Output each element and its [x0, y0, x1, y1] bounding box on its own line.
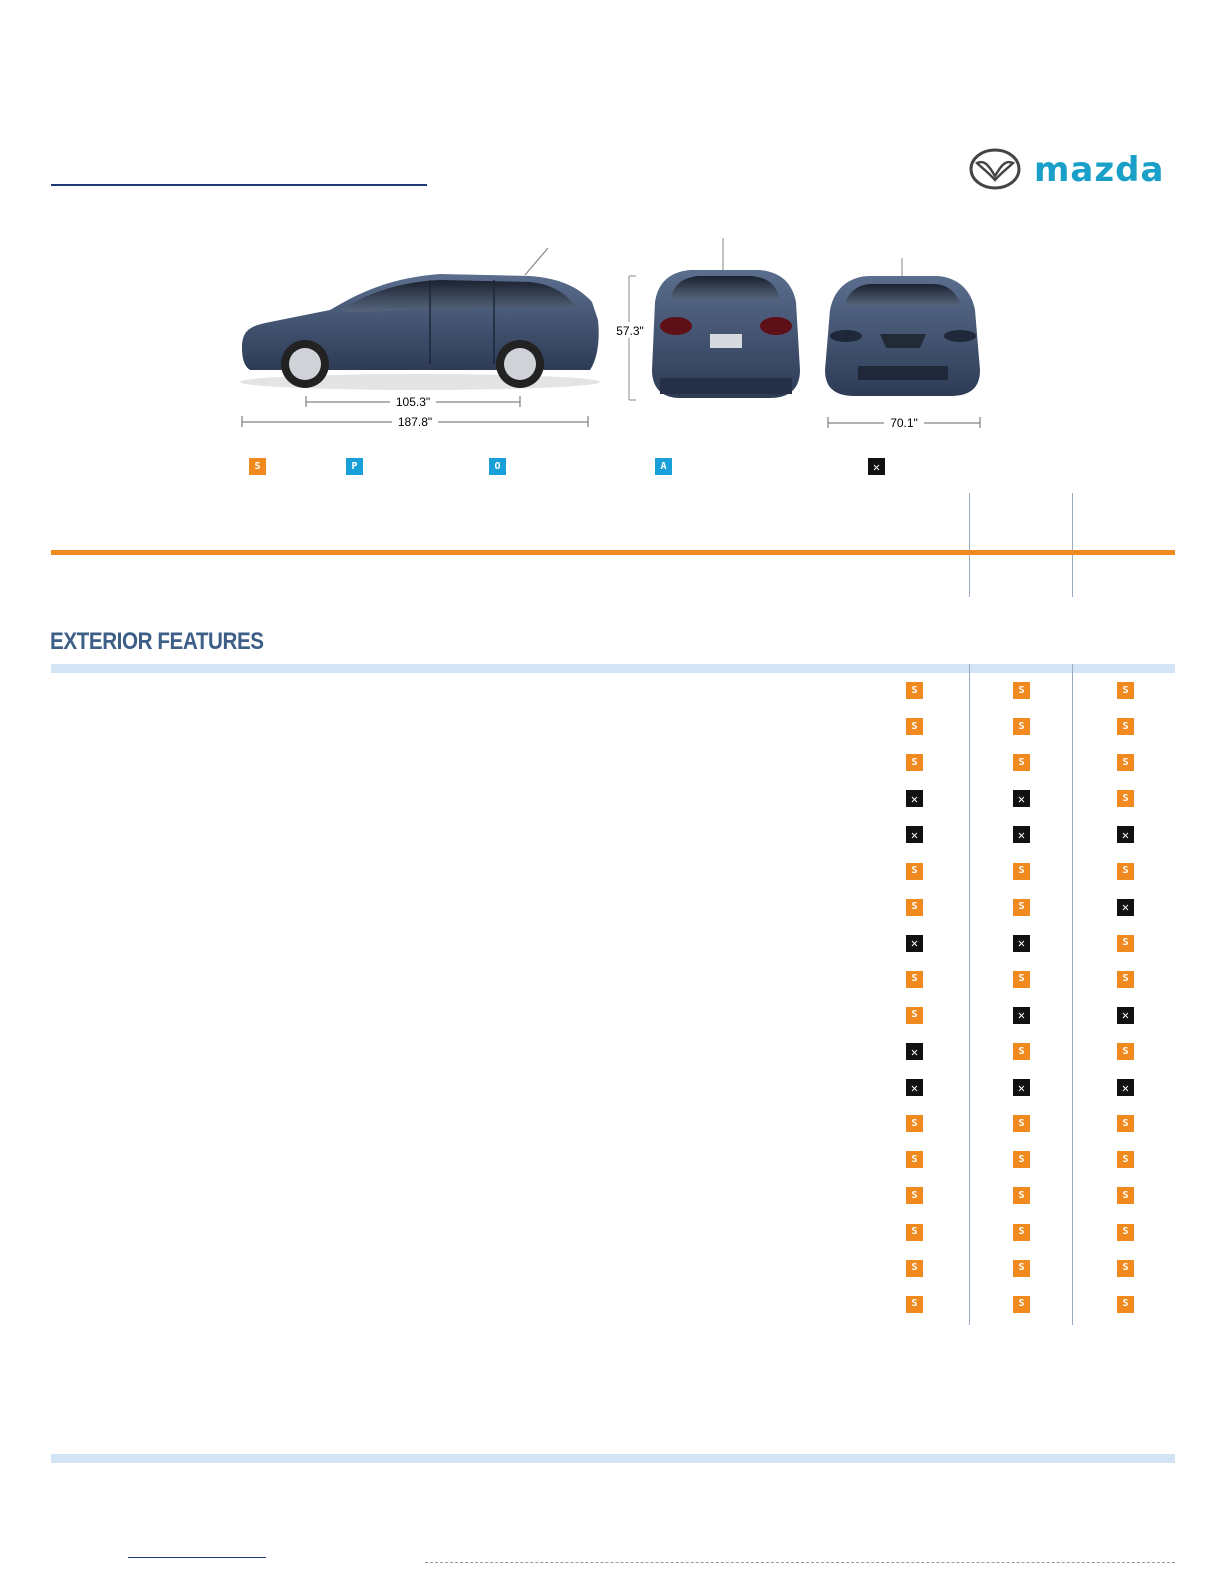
standard-badge: S — [1013, 899, 1030, 916]
svg-text:mazda: mazda — [1034, 150, 1165, 190]
table-row — [51, 1106, 1175, 1142]
standard-badge: S — [1117, 1115, 1134, 1132]
standard-badge: S — [1013, 1151, 1030, 1168]
standard-badge: S — [906, 899, 923, 916]
standard-badge: S — [1013, 1115, 1030, 1132]
standard-badge: S — [1117, 754, 1134, 771]
standard-badge: S — [906, 718, 923, 735]
standard-badge: S — [1117, 1151, 1134, 1168]
standard-badge: S — [906, 1115, 923, 1132]
table-row — [51, 1251, 1175, 1287]
legend-accessory-badge: A — [655, 458, 672, 475]
not-available-badge: ✕ — [906, 1043, 923, 1060]
vehicle-dimension-diagram — [230, 230, 1010, 440]
standard-badge: S — [906, 971, 923, 988]
not-available-badge: ✕ — [1013, 1079, 1030, 1096]
not-available-badge: ✕ — [906, 790, 923, 807]
section-band — [51, 664, 1175, 673]
standard-badge: S — [906, 1151, 923, 1168]
table-row — [51, 998, 1175, 1034]
standard-badge: S — [906, 1296, 923, 1313]
standard-badge: S — [1013, 1224, 1030, 1241]
not-available-badge: ✕ — [1117, 826, 1134, 843]
standard-badge: S — [1013, 754, 1030, 771]
table-row — [51, 890, 1175, 926]
table-row — [51, 926, 1175, 962]
standard-badge: S — [1013, 1260, 1030, 1277]
header-rule — [51, 550, 1175, 555]
table-row — [51, 1215, 1175, 1251]
standard-badge: S — [1013, 1187, 1030, 1204]
not-available-badge: ✕ — [1013, 1007, 1030, 1024]
standard-badge: S — [906, 1187, 923, 1204]
standard-badge: S — [1013, 863, 1030, 880]
not-available-badge: ✕ — [906, 935, 923, 952]
standard-badge: S — [1117, 1187, 1134, 1204]
standard-badge: S — [906, 682, 923, 699]
standard-badge: S — [1117, 971, 1134, 988]
footer-link-underline — [128, 1557, 266, 1558]
rear-view-car — [608, 238, 800, 400]
mazda-logo — [968, 146, 1176, 192]
table-row — [51, 1287, 1175, 1323]
standard-badge: S — [1117, 935, 1134, 952]
table-row — [51, 1178, 1175, 1214]
not-available-badge: ✕ — [1117, 899, 1134, 916]
standard-badge: S — [1013, 682, 1030, 699]
not-available-badge: ✕ — [906, 1079, 923, 1096]
column-divider — [969, 493, 970, 597]
not-available-badge: ✕ — [1117, 1007, 1134, 1024]
standard-badge: S — [1117, 863, 1134, 880]
standard-badge: S — [1013, 718, 1030, 735]
not-available-badge: ✕ — [906, 826, 923, 843]
table-row — [51, 1034, 1175, 1070]
standard-badge: S — [1117, 1043, 1134, 1060]
section-title: EXTERIOR FEATURES — [50, 628, 264, 655]
legend-option-badge: O — [489, 458, 506, 475]
wheelbase-label: 105.3" — [395, 395, 431, 409]
column-divider — [1072, 493, 1073, 597]
table-row — [51, 854, 1175, 890]
legend-package-badge: P — [346, 458, 363, 475]
table-row — [51, 781, 1175, 817]
height-label: 57.3" — [616, 324, 644, 338]
standard-badge: S — [906, 1224, 923, 1241]
not-available-badge: ✕ — [1013, 826, 1030, 843]
standard-badge: S — [1013, 1043, 1030, 1060]
standard-badge: S — [906, 754, 923, 771]
standard-badge: S — [906, 1260, 923, 1277]
table-row — [51, 1142, 1175, 1178]
legend-standard-badge: S — [249, 458, 266, 475]
standard-badge: S — [906, 863, 923, 880]
front-view-car — [825, 258, 980, 430]
table-row — [51, 1070, 1175, 1106]
standard-badge: S — [1117, 1224, 1134, 1241]
footer-rule — [425, 1562, 1175, 1563]
not-available-badge: ✕ — [1117, 1079, 1134, 1096]
table-row — [51, 709, 1175, 745]
table-row — [51, 745, 1175, 781]
standard-badge: S — [1013, 971, 1030, 988]
not-available-badge: ✕ — [1013, 790, 1030, 807]
table-row — [51, 962, 1175, 998]
title-underline — [51, 184, 427, 186]
width-label: 70.1" — [890, 416, 918, 430]
standard-badge: S — [1117, 1296, 1134, 1313]
standard-badge: S — [1117, 790, 1134, 807]
footer-band — [51, 1454, 1175, 1463]
standard-badge: S — [906, 1007, 923, 1024]
standard-badge: S — [1117, 1260, 1134, 1277]
standard-badge: S — [1117, 718, 1134, 735]
legend-not-available-badge: ✕ — [868, 458, 885, 475]
standard-badge: S — [1013, 1296, 1030, 1313]
length-label: 187.8" — [397, 415, 433, 429]
not-available-badge: ✕ — [1013, 935, 1030, 952]
table-row — [51, 673, 1175, 709]
standard-badge: S — [1117, 682, 1134, 699]
table-row — [51, 817, 1175, 853]
